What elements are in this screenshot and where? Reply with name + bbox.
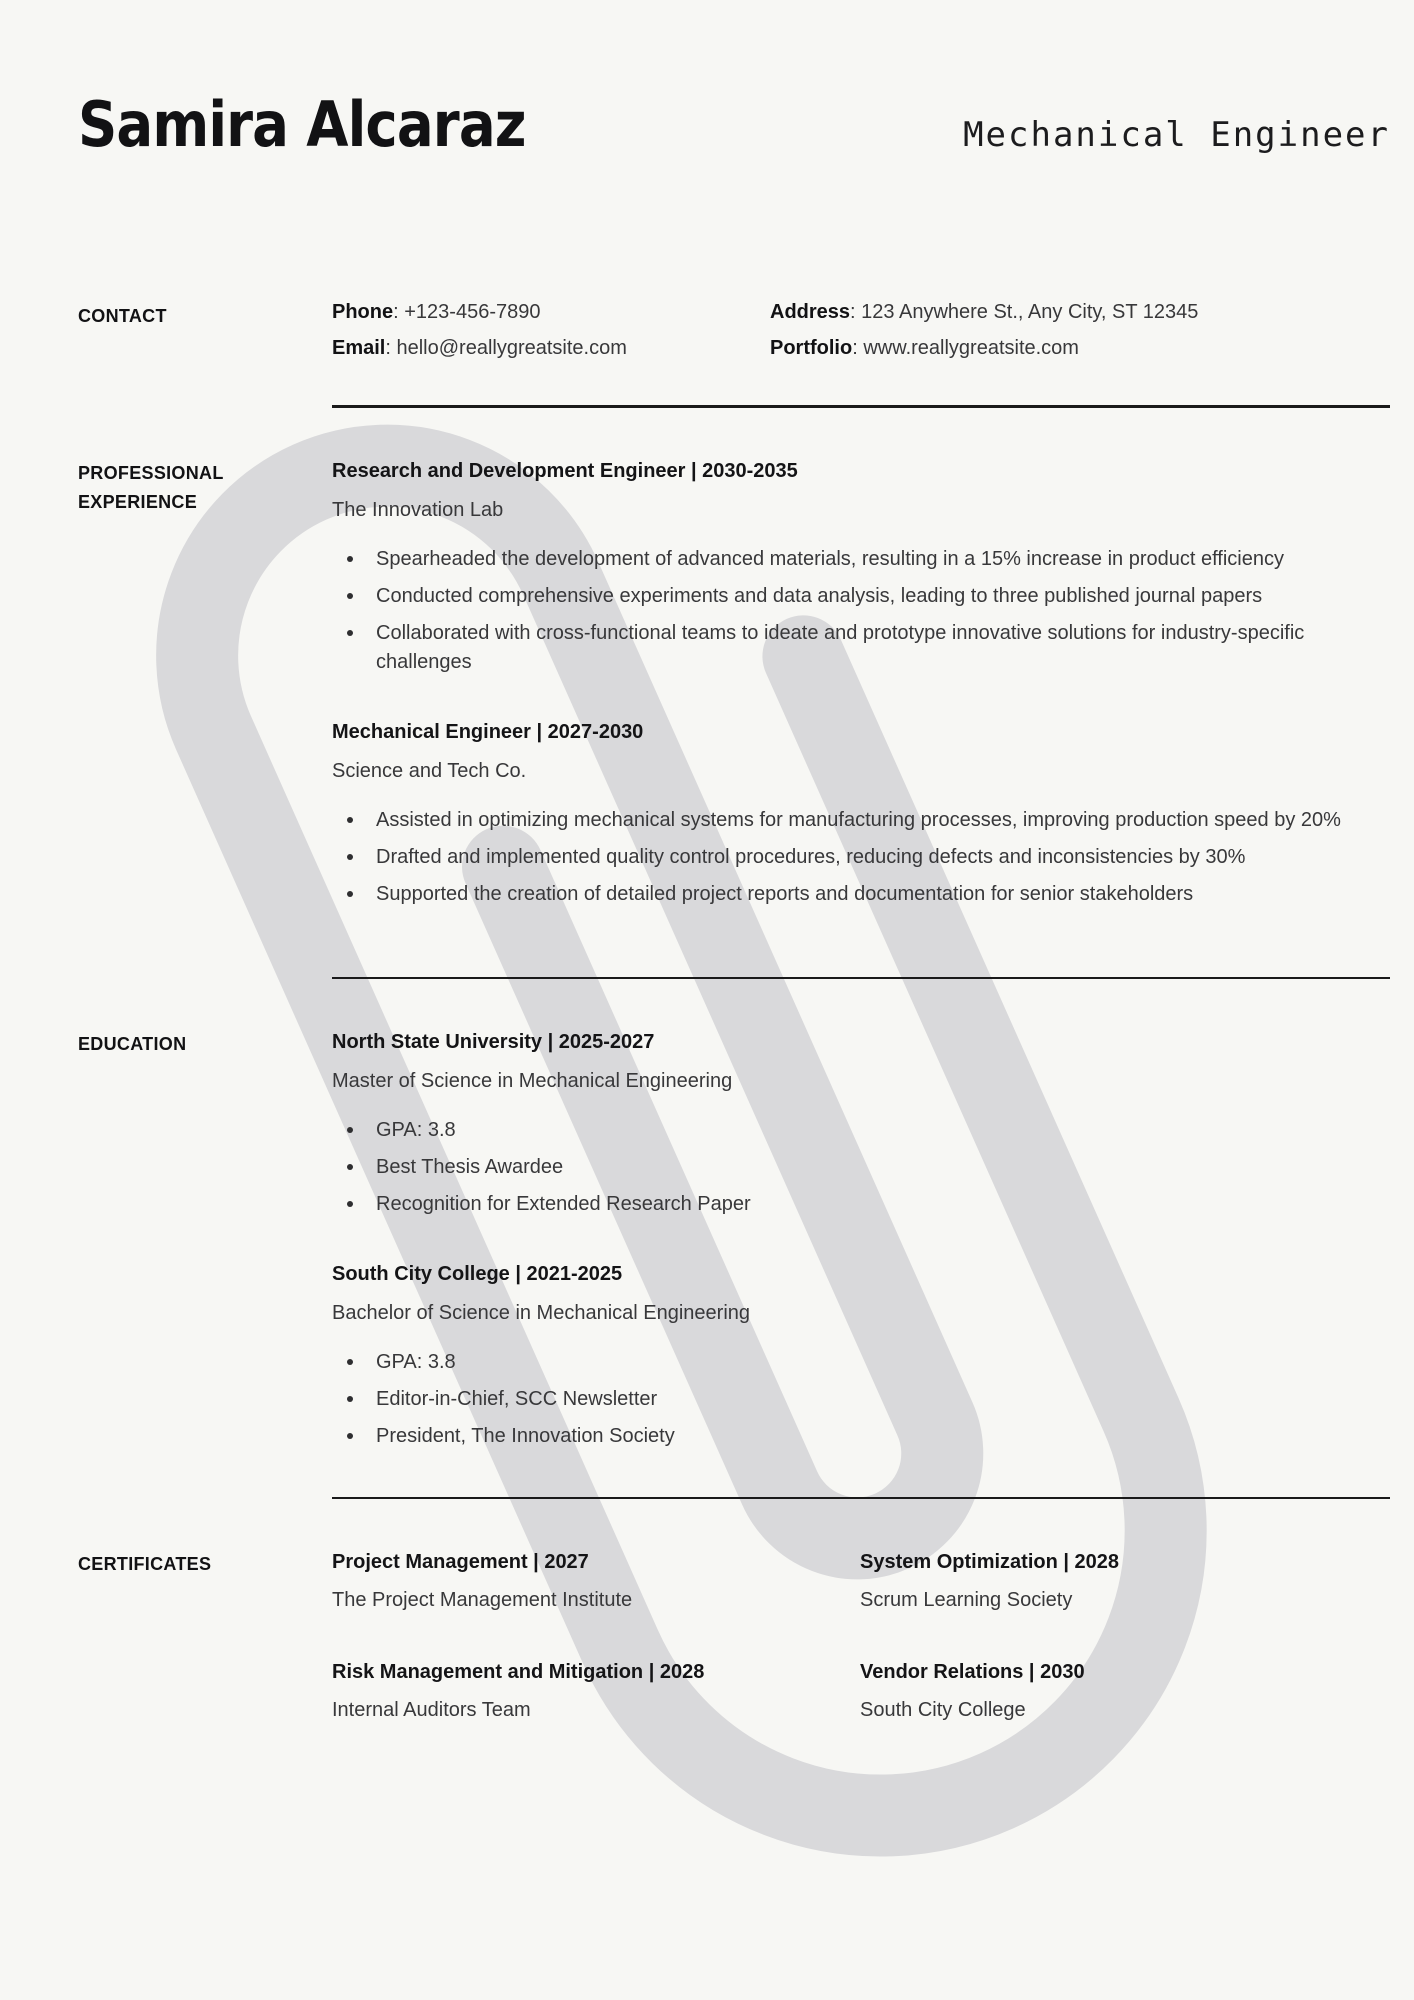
school-title-line: North State University | 2025-2027 bbox=[332, 1031, 655, 1053]
job-bullet-list bbox=[332, 545, 1390, 677]
certificates-grid bbox=[332, 1549, 1390, 1723]
header bbox=[78, 0, 1390, 161]
school-bullet: Editor-in-Chief, SCC Newsletter bbox=[345, 1385, 1360, 1414]
certificate-org: The Project Management Institute bbox=[332, 1589, 633, 1611]
section-divider bbox=[332, 977, 1390, 979]
job-title-line: Mechanical Engineer | 2027-2030 bbox=[332, 721, 644, 743]
school-bullet-list bbox=[332, 1348, 1390, 1451]
job-bullet: Drafted and implemented quality control procedures, reducing defects and inconsistencies by 30% bbox=[345, 843, 1360, 872]
job-bullet: Collaborated with cross-functional teams to ideate and prototype innovative solutions for industry-specific challenges bbox=[345, 619, 1360, 677]
job-bullet: Conducted comprehensive experiments and data analysis, leading to three published journal papers bbox=[345, 582, 1360, 611]
contact-phone: Phone: +123-456-7890 bbox=[332, 301, 541, 323]
job-bullet: Spearheaded the development of advanced materials, resulting in a 15% increase in product efficiency bbox=[345, 545, 1360, 574]
job-title-line: Research and Development Engineer | 2030-2035 bbox=[332, 460, 798, 482]
contact-portfolio: Portfolio: www.reallygreatsite.com bbox=[770, 337, 1079, 359]
school-degree: Bachelor of Science in Mechanical Engineering bbox=[332, 1302, 751, 1324]
certificate-title: Vendor Relations | 2030 bbox=[860, 1661, 1085, 1683]
school-bullet: GPA: 3.8 bbox=[345, 1116, 1360, 1145]
contact-section-label: CONTACT bbox=[78, 306, 167, 326]
person-job-title: Mechanical Engineer bbox=[963, 115, 1390, 155]
job-bullet: Assisted in optimizing mechanical systems for manufacturing processes, improving production speed by 20% bbox=[345, 806, 1360, 835]
job-bullet: Supported the creation of detailed project reports and documentation for senior stakeholders bbox=[345, 880, 1360, 909]
section-divider bbox=[332, 405, 1390, 408]
contact-address: Address: 123 Anywhere St., Any City, ST 12345 bbox=[770, 301, 1199, 323]
certificate-item bbox=[332, 1659, 860, 1723]
certificates-section-label: CERTIFICATES bbox=[78, 1554, 212, 1574]
experience-entry bbox=[332, 458, 1390, 677]
school-degree: Master of Science in Mechanical Engineering bbox=[332, 1070, 733, 1092]
education-section-label: EDUCATION bbox=[78, 1034, 187, 1054]
certificate-item bbox=[860, 1549, 1390, 1613]
school-bullet: Best Thesis Awardee bbox=[345, 1153, 1360, 1182]
certificate-org: South City College bbox=[860, 1699, 1026, 1721]
job-bullet-list bbox=[332, 806, 1390, 909]
certificate-title: Project Management | 2027 bbox=[332, 1551, 589, 1573]
person-name: Samira Alcaraz bbox=[78, 88, 526, 161]
job-company: Science and Tech Co. bbox=[332, 760, 527, 782]
contact-section bbox=[78, 301, 1390, 359]
experience-entry bbox=[332, 719, 1390, 909]
section-divider bbox=[332, 1497, 1390, 1499]
school-bullet: Recognition for Extended Research Paper bbox=[345, 1190, 1360, 1219]
contact-grid bbox=[332, 301, 1390, 359]
experience-section-label: PROFESSIONAL EXPERIENCE bbox=[78, 463, 224, 512]
certificate-item bbox=[332, 1549, 860, 1613]
school-bullet: President, The Innovation Society bbox=[345, 1422, 1360, 1451]
certificate-org: Scrum Learning Society bbox=[860, 1589, 1073, 1611]
school-bullet-list bbox=[332, 1116, 1390, 1219]
certificate-title: System Optimization | 2028 bbox=[860, 1551, 1120, 1573]
education-entry bbox=[332, 1029, 1390, 1219]
certificate-item bbox=[860, 1659, 1390, 1723]
job-company: The Innovation Lab bbox=[332, 499, 504, 521]
education-entry bbox=[332, 1261, 1390, 1451]
experience-section bbox=[78, 458, 1390, 909]
contact-email: Email: hello@reallygreatsite.com bbox=[332, 337, 627, 359]
education-section bbox=[78, 1029, 1390, 1451]
certificate-title: Risk Management and Mitigation | 2028 bbox=[332, 1661, 705, 1683]
certificates-section bbox=[78, 1549, 1390, 1723]
school-title-line: South City College | 2021-2025 bbox=[332, 1263, 623, 1285]
certificate-org: Internal Auditors Team bbox=[332, 1699, 531, 1721]
school-bullet: GPA: 3.8 bbox=[345, 1348, 1360, 1377]
